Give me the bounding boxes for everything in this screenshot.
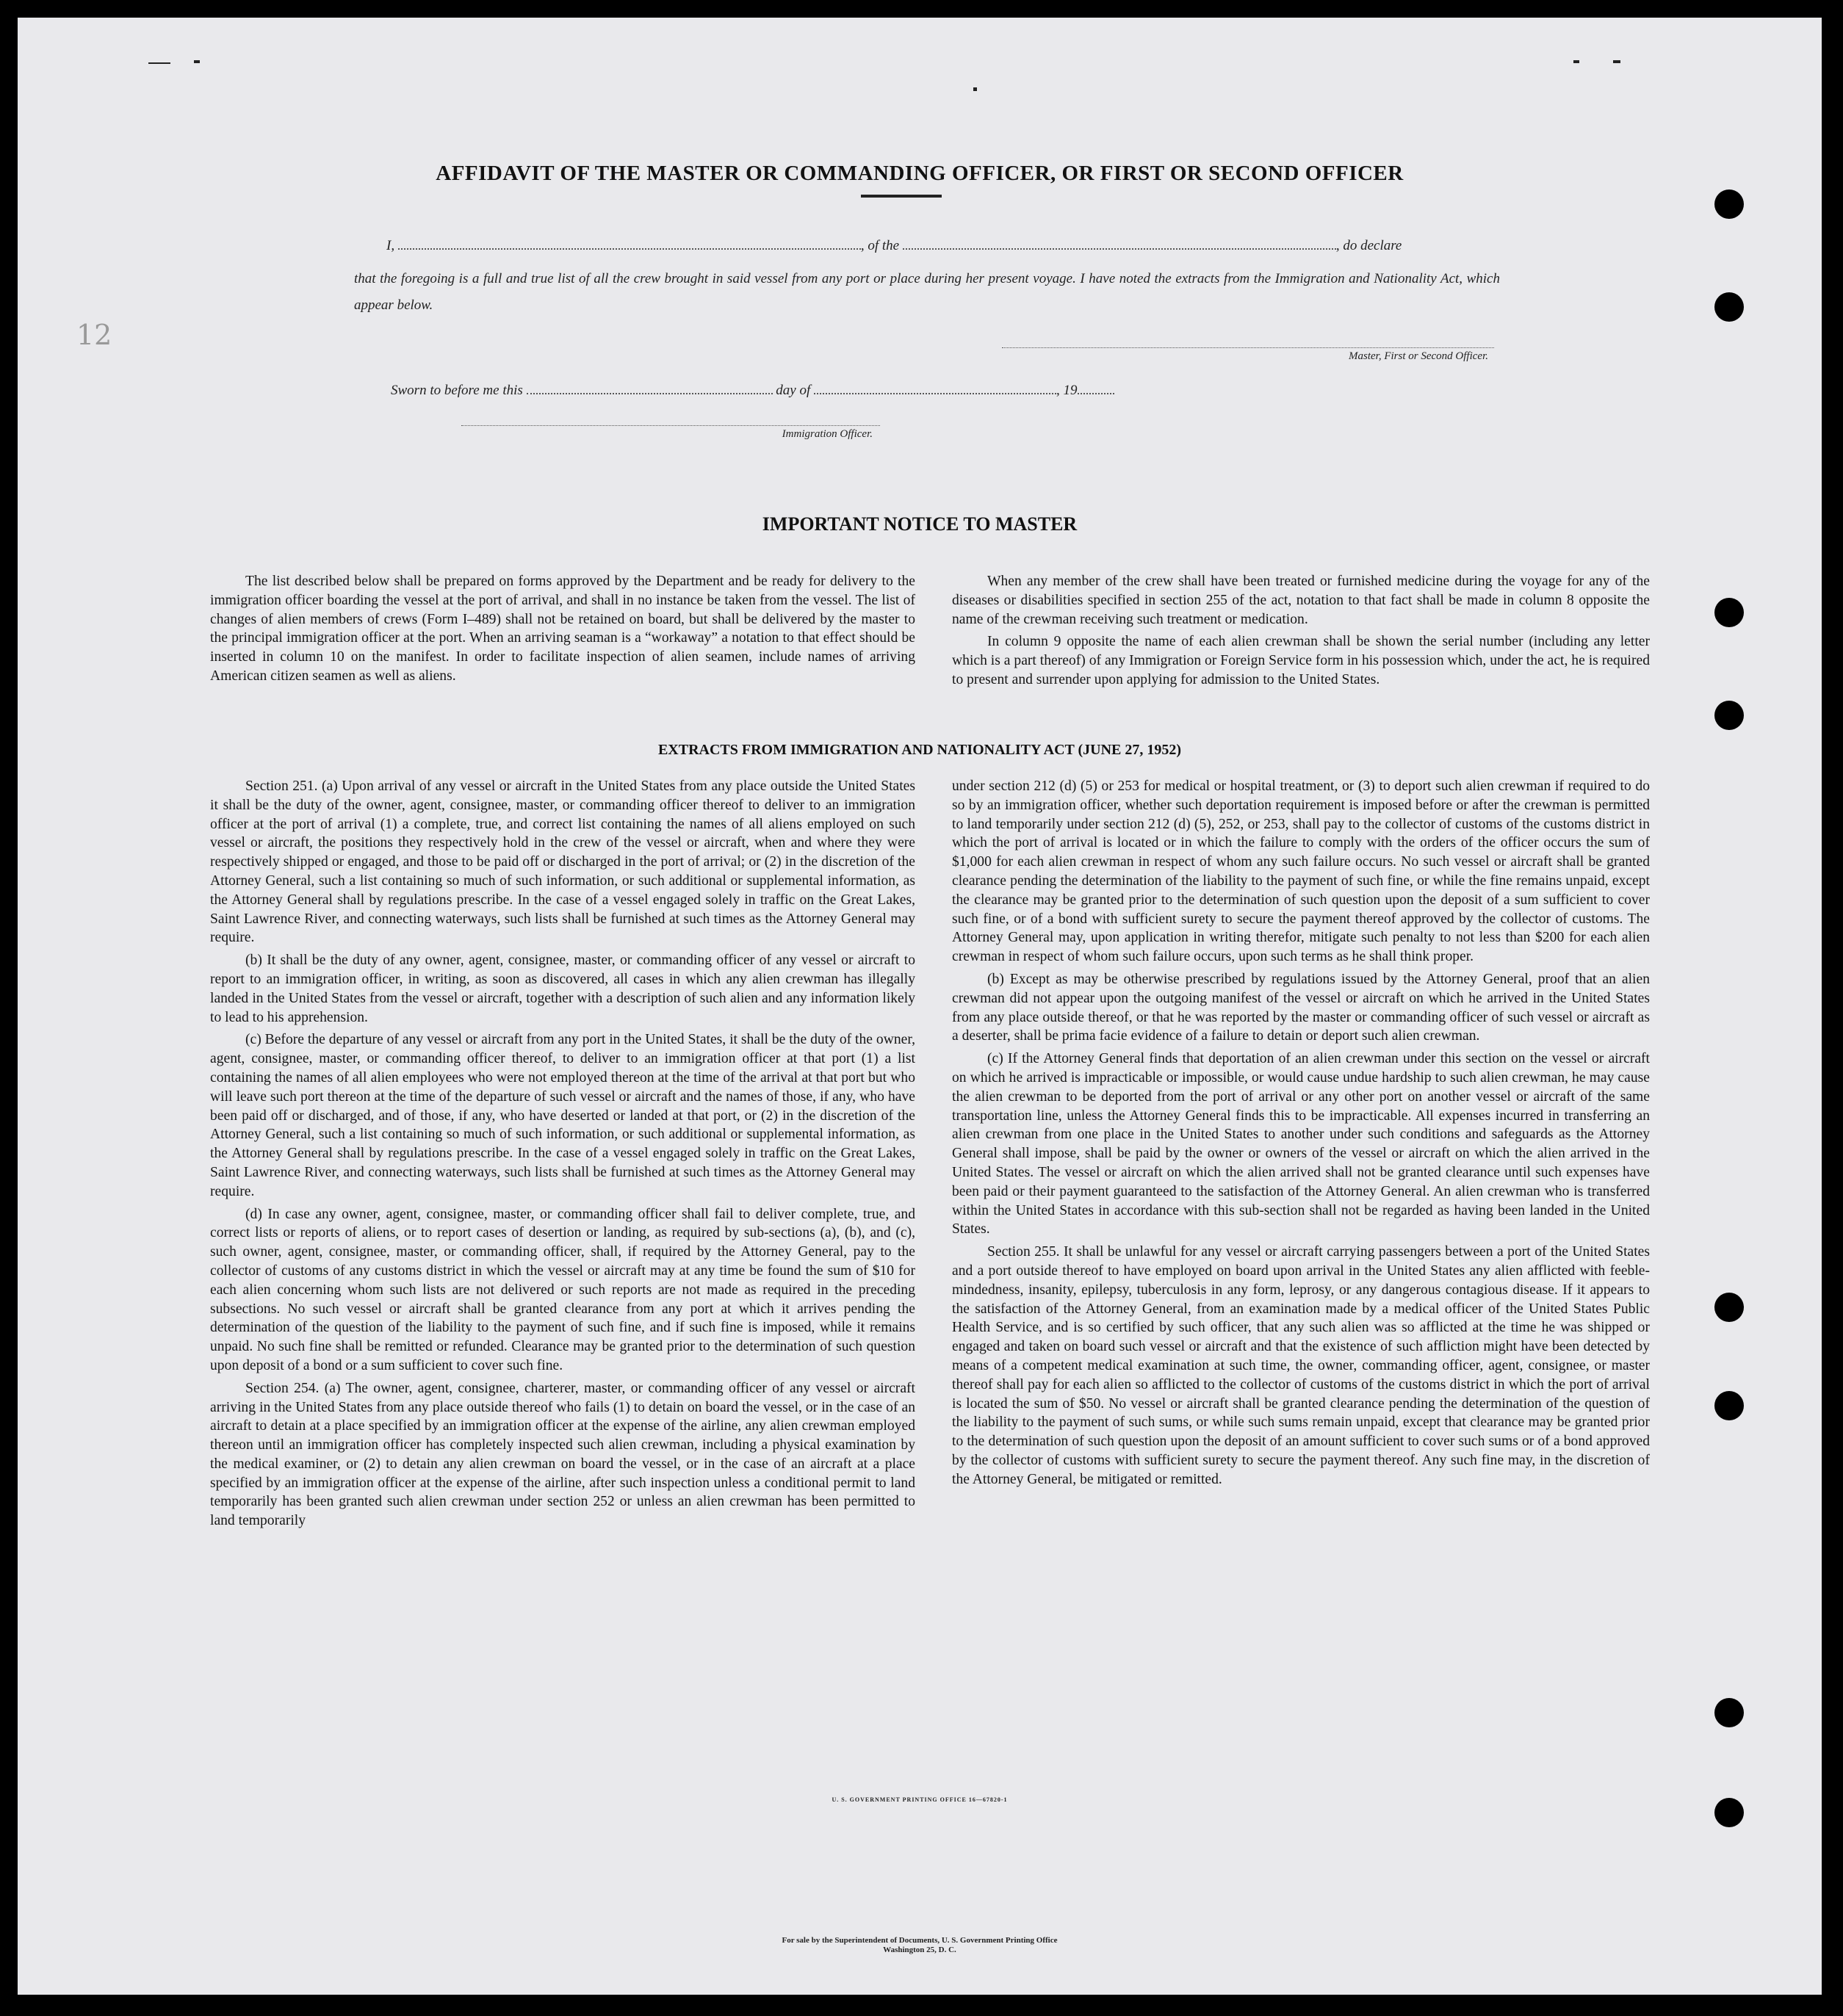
notice-paragraph: The list described below shall be prepared on forms approved by the Department and be ready for delivery to the immigration officer boarding the vessel at the port of arrival, and shall in no instance be taken from the vessel. The list of changes of alien members of crews (Form I–489) shall not be retained on board, but shall be delivered by the master to the principal immigration officer at the port. When an arriving seaman is a “workaway” a notation to that effect should be inserted in column 10 on the manifest. In order to facilitate inspection of alien seamen, include names of arriving American citizen seamen as well as aliens. [210,574,915,684]
printing-office-line: U. S. GOVERNMENT PRINTING OFFICE 16—67820-1 [832,1796,1008,1803]
declaration-body: that the foregoing is a full and true list of all the crew brought in said vessel from any port or place during her present voyage. I have noted the extracts from the Immigration and Nationality Act, which appear below. [354,271,1500,313]
margin-mark: 12 [76,319,112,351]
notice-right-column [952,572,1650,693]
punch-hole [1714,1698,1744,1727]
sale-line-1: For sale by the Superintendent of Documents, U. S. Government Printing Office [782,1936,1058,1945]
statute-paragraph: Section 251. (a) Upon arrival of any vessel or aircraft in the United States from any place outside the United States it shall be the duty of the owner, agent, consignee, master, or commanding officer thereof to deliver to an immigration officer at the port of arrival (1) a complete, true, and correct list containing the names of all aliens employed on such vessel or aircraft, the positions they respectively hold in the crew of the vessel or aircraft, when and where they were respectively shipped or engaged, and those to be paid off or discharged in the port of arrival; or (2) in the discretion of the Attorney General, such a list containing so much of such information, or such additional or supplemental information, as the Attorney General shall by regulations prescribe. In the case of a vessel engaged solely in traffic on the Great Lakes, Saint Lawrence River, and connecting waterways, such lists shall be furnished at such times as the Attorney General may require. [210,778,915,946]
sworn-day-field[interactable] [527,393,773,394]
scan-speck [148,62,170,64]
declaration-line [386,238,1503,254]
master-signature-label: Master, First or Second Officer. [1349,350,1488,362]
statute-paragraph: (c) If the Attorney General finds that deportation of an alien crewman under this section on the vessel or aircraft on which he arrived is impracticable or impossible, or would cause undue hardship to such alien crewman, he may cause the alien crewman to be deported from the port of arrival or any other port on another vessel or aircraft of the same transportation line, unless the Attorney General finds this to be impracticable. All expenses incurred in transferring an alien crewman from one place in the United States to another under such conditions and safeguards as the Attorney General shall impose, shall be paid by the owner or owners of the vessel or aircraft on which the alien arrived in the United States. The vessel or aircraft on which the alien arrived shall not be granted clearance until such expenses have been paid or their payment guaranteed to the satisfaction of the Attorney General. An alien crewman who is transferred within the United States in accordance with this sub-section shall not be regarded as having been landed in the United States. [952,1051,1650,1238]
extracts-title: EXTRACTS FROM IMMIGRATION AND NATIONALITY ACT (JUNE 27, 1952) [657,742,1182,758]
statute-paragraph: (b) It shall be the duty of any owner, agent, consignee, master, or commanding officer of any vessel or aircraft to report to an immigration officer, in writing, as soon as discovered, all cases in which any alien crewman has illegally landed in the United States from the vessel or aircraft, together with a description of such alien and any information likely to lead to his apprehension. [210,953,915,1025]
sworn-month-field[interactable] [814,393,1056,394]
declarant-name-field[interactable] [398,248,861,250]
punch-hole [1714,189,1744,219]
title-rule [861,195,942,198]
statute-paragraph: Section 254. (a) The owner, agent, consignee, charterer, master, or commanding officer of any vessel or aircraft arriving in the United States from any place outside thereof who fails (1) to detain on board the vessel, or in the case of an aircraft to detain at a place specified by an immigration officer at the expense of the airline, any alien crewman employed thereon until an immigration officer has completely inspected such alien crewman, including a physical examination by the medical examiner, or (2) to detain any alien crewman on board the vessel, or in the case of an aircraft at a place specified by an immigration officer at the expense of the airline, after such inspection unless a conditional permit to land temporarily has been granted such alien crewman under section 252 or unless an alien crewman has been permitted to land temporarily [210,1380,915,1529]
sale-notice [18,1936,1822,1955]
statute-paragraph: (b) Except as may be otherwise prescribed by regulations issued by the Attorney General, proof that an alien crewman did not appear upon the outgoing manifest of the vessel or aircraft on which he arrived in the United States from any place outside thereof, or that he was reported by the master or commanding officer of such vessel or aircraft as a deserter, shall be prima facie evidence of a failure to detain or deport such alien crewman. [952,971,1650,1044]
of-the-label: , of the [860,238,900,253]
statute-paragraph: (c) Before the departure of any vessel or aircraft from any port in the United States, it shall be the duty of the owner, agent, consignee, master, or commanding officer thereof, to deliver to an immigration officer at that port (1) a list containing the names of all alien employees who were not employed thereon at the time of the arrival at that port but who will leave such port thereon at the time of the departure of such vessel or aircraft and the names of those, if any, who have been paid off or discharged, and of those, if any, who have deserted or landed at that port, or (2) in the discretion of the Attorney General, such a list containing so much of such information, or such additional or supplemental information, as the Attorney General shall by regulations prescribe. In the case of a vessel engaged solely in traffic on the Great Lakes, Saint Lawrence River, and connecting waterways, such lists shall be furnished at such times as the Attorney General may require. [210,1032,915,1199]
do-declare-label: , do declare [1335,238,1402,253]
punch-hole [1714,1293,1744,1322]
notice-paragraph: When any member of the crew shall have been treated or furnished medicine during the voyage for any of the diseases or disabilities specified in section 255 of the act, notation to that fact shall be made in column 8 opposite the name of the crewman receiving such treatment or medication. [952,574,1650,627]
sworn-label: Sworn to before me this [391,383,523,398]
scan-speck [1573,60,1579,63]
officer-signature-line[interactable] [461,425,880,426]
statute-paragraph: Section 255. It shall be unlawful for any vessel or aircraft carrying passengers between a port of the United States and a port outside thereof to have employed on board upon arrival in the United States any alien afflicted with feeble-mindedness, insanity, epilepsy, tuberculosis in any form, leprosy, or any dangerous contagious disease. If it appears to the satisfaction of the Attorney General, from an examination made by a medical officer of the United States Public Health Service, and is so certified by such officer, that any such alien was so afflicted at the time he was shipped or engaged and taken on board such vessel or aircraft and that the existence of such affliction might have been detected by means of a competent medical examination at such time, the owner, commanding officer, agent, consignee, or master thereof shall pay for each alien so afflicted to the collector of customs of the customs district in which the port of arrival is located the sum of $50. No vessel or aircraft shall be granted clearance pending the determination of the question of the liability to the payment of such sums, or while such sums remain unpaid, except that clearance may be granted prior to the determination of such question upon the deposit of an amount sufficient to cover such sums or of a bond approved by the collector of customs with sufficient surety to secure the payment thereof. Any such fine may, in the discretion of the Attorney General, be mitigated or remitted. [952,1244,1650,1487]
notice-left-column [210,572,915,690]
year-label: , 19 [1056,383,1078,398]
statute-paragraph: (d) In case any owner, agent, consignee, master, or commanding officer shall fail to deliver complete, true, and correct lists or reports of aliens, or to report cases of desertion or landing, as required by sub-sections (a), (b), and (c), such owner, agent, consignee, master, or commanding officer, shall, if required by the Attorney General, pay to the collector of customs of any customs district in which the vessel or aircraft may at any time be found the sum of $10 for each alien concerning whom such lists are not delivered or such reports are not made as required in the preceding subsections. No such vessel or aircraft shall be granted clearance from any port at which it arrives pending the determination of the question of the liability to the payment of such fine, and if such fine is imposed, while it remains unpaid. No such fine shall be remitted or refunded. Clearance may be granted prior to the determination of such question upon deposit of a bond or a sum sufficient to cover such fine. [210,1206,915,1373]
punch-hole [1714,701,1744,730]
extracts-left-column [210,777,915,1534]
scan-speck [973,87,977,91]
sworn-line [391,383,1272,399]
day-of-label: day of [776,383,811,398]
punch-hole [1714,1391,1744,1420]
document-page [18,18,1822,1995]
scan-speck [1613,60,1620,63]
sale-line-2: Washington 25, D. C. [883,1945,956,1954]
notice-title: IMPORTANT NOTICE TO MASTER [762,513,1078,535]
master-signature-line[interactable] [1002,347,1494,348]
officer-signature-label: Immigration Officer. [782,428,873,440]
punch-hole [1714,292,1744,322]
i-label: I, [386,238,395,253]
affidavit-title: AFFIDAVIT OF THE MASTER OR COMMANDING OFFICER, OR FIRST OR SECOND OFFICER [436,162,1404,185]
scan-speck [194,60,200,63]
vessel-name-field[interactable] [903,248,1336,250]
extracts-right-column [952,777,1650,1492]
sworn-year-field[interactable] [1078,393,1114,394]
statute-paragraph: under section 212 (d) (5) or 253 for medical or hospital treatment, or (3) to deport such alien crewman if required to do so by an immigration officer, whether such deportation requirement is imposed before or after the crewman is permitted to land temporarily under section 212 (d) (5), 252, or 253, shall pay to the collector of customs of the customs district in which the port of arrival is located or in which the failure to comply with the orders of the officer occurs the sum of $1,000 for each alien crewman in respect of whom any such failure occurs. No such vessel or aircraft shall be granted clearance pending the determination of the liability to the payment of such fine, or while the fine remains unpaid, except the clearance may be granted prior to the determination of such question upon the deposit of a sum sufficient to cover such fine, or of a bond with sufficient surety to secure the payment thereof approved by the collector of customs. The Attorney General may, upon application in writing therefor, mitigate such penalty to not less than $200 for each alien crewman in respect of whom such failure occurs, upon such terms as he shall think proper. [952,778,1650,965]
notice-paragraph: In column 9 opposite the name of each alien crewman shall be shown the serial number (including any letter which is a part thereof) of any Immigration or Foreign Service form in his possession which, under the act, he is required to present and surrender upon applying for admission to the United States. [952,634,1650,687]
punch-hole [1714,598,1744,627]
